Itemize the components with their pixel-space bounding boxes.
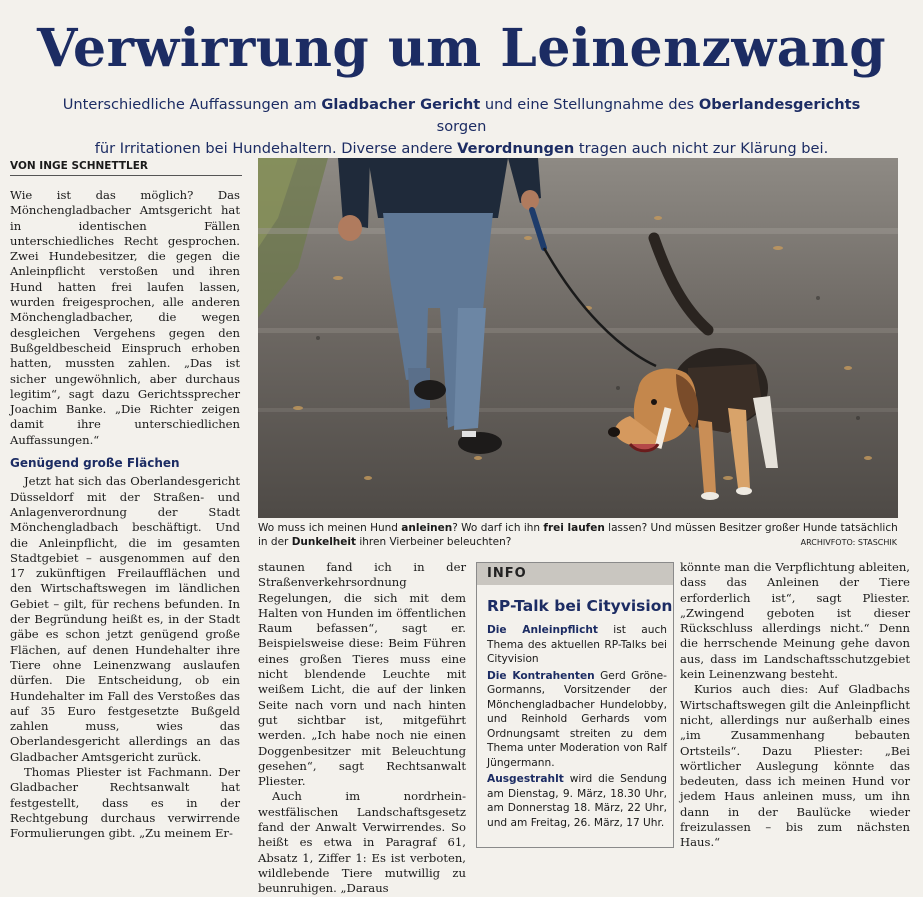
article-column-1 [10,188,240,841]
info-item: Die Anleinpflicht ist auch Thema des aktuellen RP-Talks bei Cityvision [487,624,667,665]
subheadline [40,94,883,160]
dog-on-leash-photo [258,158,898,518]
article-paragraph: Thomas Pliester ist Fachmann. Der Gladbacher Rechtsanwalt hat festgestellt, dass es in der Rechtgebung durchaus verwirrende Formulierungen gibt. „Zu meinem Er- [10,764,240,841]
info-box-title: RP-Talk bei Cityvision [487,597,673,615]
author-byline: VON INGE SCHNETTLER [10,160,148,172]
article-paragraph: Auch im nordrhein-westfälischen Landschaftsgesetz fand der Anwalt Verwirrendes. So heißt es etwa in Paragraf 61, Absatz 1, Ziffer 1: Es ist verboten, wildlebende Tiere mutwillig zu beunruhigen. „Daraus [258,789,466,896]
article-paragraph: Wie ist das möglich? Das Mönchengladbacher Amtsgericht hat in identischen Fällen unterschiedliches Recht gesprochen. Zwei Hundebesitzer, die gegen die Anleinpflicht verstoßen und ihren Hund hatten frei laufen lassen, wurden freigesprochen, alle anderen Mönchengladbacher, die wegen desgleichen Vergehens gegen den Bußgeldbescheid Einspruch erhoben hatten, mussten zahlen. „Das ist sicher ungewöhnlich, aber durchaus legitim“, sagt dazu Gerichtssprecher Joachim Banke. „Die Richter zeigen damit ihre unterschiedlichen Auffassungen.“ [10,188,240,447]
article-column-4 [680,560,910,851]
info-box-body [487,623,667,832]
subheadline-line2: für Irritationen bei Hundehaltern. Diverse andere Verordnungen tragen auch nicht zur Klärung bei. [94,140,829,157]
section-subheading: Genügend große Flächen [10,456,180,471]
article-paragraph: staunen fand ich in der Straßenverkehrsordnung Regelungen, die sich mit dem Halten von Hunden im öffentlichen Raum befassen“, sagt er. Beispielsweise diese: Beim Führen eines großen Tieres muss eine nicht blendende Leuchte mit weißem Licht, die auf der linken Seite nach vorn und nach hinten gut sichtbar ist, mitgeführt werden. „Ich habe noch nie einen Doggenbesitzer mit Beleuchtung gesehen“, sagt Rechtsanwalt Pliester. [258,560,466,789]
info-box [476,562,674,848]
photo-credit: ARCHIVFOTO: STASCHIK [800,538,897,547]
headline: Verwirrung um Leinenzwang [36,18,887,79]
photo-caption: Wo muss ich meinen Hund anleinen? Wo darf ich ihn frei laufen lassen? Und müssen Besitzer großer Hunde tatsächlich in der Dunkelheit ihren Vierbeiner beleuchten? [258,522,898,548]
article-column-2 [258,560,466,897]
info-item: Die Kontrahenten Gerd Gröne-Gormanns, Vorsitzender der Mönchengladbacher Hundelobby, und Reinhold Gerhards vom Ordnungsamt streiten zu dem Thema unter Moderation von Ralf Jüngermann. [487,669,667,769]
info-box-label: INFO [487,566,527,581]
photo-illustration [258,158,898,518]
subheadline-line1: Unterschiedliche Auffassungen am Gladbacher Gericht und eine Stellungnahme des Oberlandesgerichts sorgen [62,96,861,135]
article-paragraph: Jetzt hat sich das Oberlandesgericht Düsseldorf mit der Straßen- und Anlagenverordnung der Stadt Mönchengladbach beschäftigt. Und die Anleinpflicht, die im gesamten Stadtgebiet – ausgenommen auf den 17 zukünftigen Freilaufflächen und den Wirtschaftswegen im ländlichen Gebiet – gilt, für rechens befunden. In der Begründung heißt es, in der Stadt gäbe es schon jetzt genügend große Flächen, auf denen Hundehalter ihre Tiere ohne Leinenzwang auslaufen dürfen. Die Entscheidung, ob ein Hundehalter im Fall des Verstoßes das auf 35 Euro festgesetzte Bußgeld zahlen muss, wies das Oberlandesgericht allerdings an das Gladbacher Amtsgericht zurück. [10,474,240,764]
article-paragraph: Kurios auch dies: Auf Gladbachs Wirtschaftswegen gilt die Anleinpflicht nicht, allerdings nur außerhalb eines „im Zusammenhang bebauten Ortsteils“. Dazu Pliester: „Bei wörtlicher Auslegung könnte das bedeuten, dass ich meinen Hund vor jedem Haus anleinen muss, um ihn dann in der Baulücke wieder freizulassen – bis zum nächsten Haus.“ [680,682,910,850]
info-item: Ausgestrahlt wird die Sendung am Dienstag, 9. März, 18.30 Uhr, am Donnerstag 18. März, 22 Uhr, und am Freitag, 26. März, 17 Uhr. [487,773,667,829]
article-paragraph: könnte man die Verpflichtung ableiten, dass das Anleinen der Tiere erforderlich ist“, sagt Pliester. „Zwingend geboten ist dieser Rückschluss allerdings nicht.“ Denn die herrschende Meinung gehe davon aus, dass im Landschaftsschutzgebiet kein Leinenzwang besteht. [680,560,910,682]
byline-divider [10,175,242,176]
